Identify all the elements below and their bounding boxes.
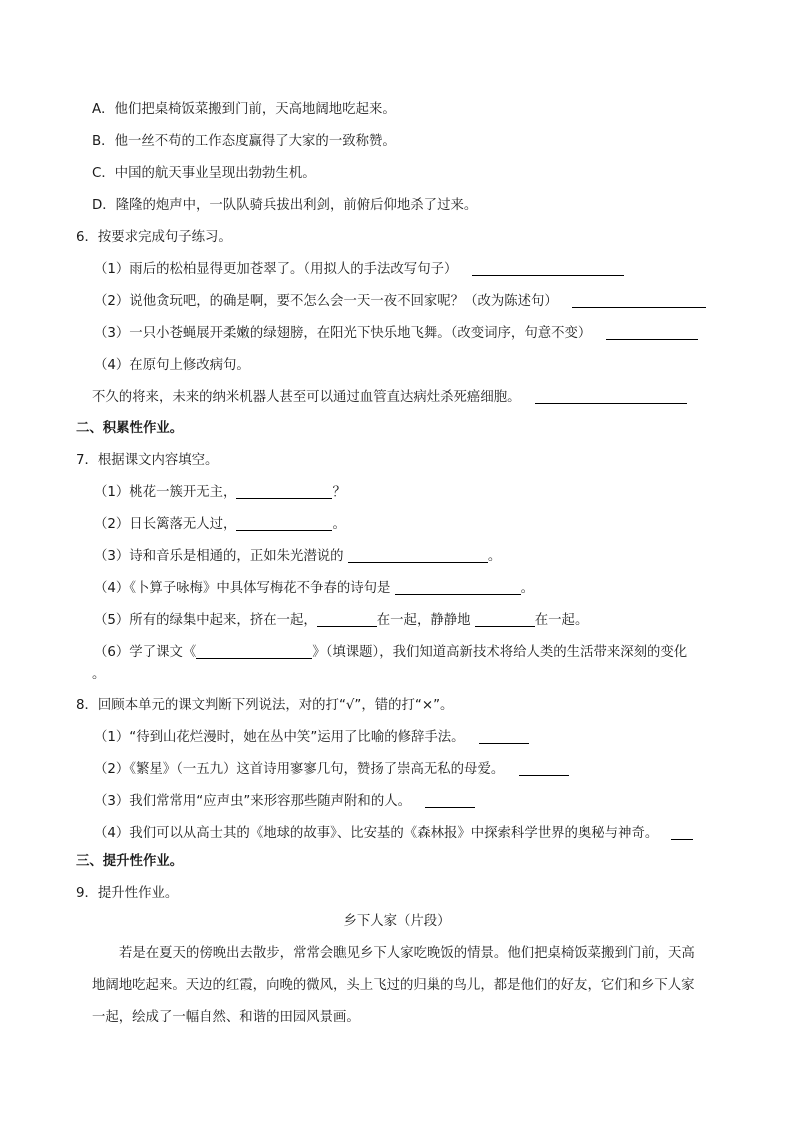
answer-blank[interactable] xyxy=(475,612,535,627)
q6-item-4: （4）在原句上修改病句。 xyxy=(94,358,250,373)
q6-item-1 xyxy=(94,261,624,279)
q6-item-1-text: （1）雨后的松柏显得更加苍翠了。（用拟人的手法改写句子） xyxy=(94,262,458,277)
q6-item-2-text: （2）说他贪玩吧，的确是啊，要不怎么会一天一夜不回家呢？（改为陈述句） xyxy=(94,294,558,309)
q7-item-4-text: （4）《卜算子咏梅》中具体写梅花不争春的诗句是 xyxy=(94,581,395,596)
q7-item-1-end: ？ xyxy=(332,485,346,500)
q9-title: 9．提升性作业。 xyxy=(76,886,179,901)
answer-blank[interactable] xyxy=(236,484,332,499)
answer-blank[interactable] xyxy=(535,389,687,404)
q6-item-3 xyxy=(94,325,698,343)
q7-item-5-mid: 在一起，静静地 xyxy=(376,613,475,628)
q7-item-3-end: 。 xyxy=(487,549,502,564)
option-d: D．隆隆的炮声中，一队队骑兵拔出利剑，前俯后仰地杀了过来。 xyxy=(92,198,478,213)
q7-item-3-text: （3）诗和音乐是相通的，正如朱光潜说的 xyxy=(94,549,348,564)
option-a: A．他们把桌椅饭菜搬到门前，天高地阔地吃起来。 xyxy=(92,102,396,117)
q8-item-1-text: （1）“待到山花烂漫时，她在丛中笑”运用了比喻的修辞手法。 xyxy=(94,730,465,745)
answer-blank[interactable] xyxy=(479,729,529,744)
q8-item-2 xyxy=(94,761,569,779)
answer-blank[interactable] xyxy=(196,644,312,659)
section-2-heading: 二、积累性作业。 xyxy=(76,421,184,436)
q7-item-1-text: （1）桃花一簇开无主， xyxy=(94,485,237,500)
q7-item-1 xyxy=(94,484,346,502)
q7-item-2-end: 。 xyxy=(332,517,346,532)
answer-blank[interactable] xyxy=(519,761,569,776)
answer-blank[interactable] xyxy=(606,325,698,340)
answer-blank[interactable] xyxy=(395,580,521,595)
section-3-heading: 三、提升性作业。 xyxy=(76,854,184,869)
passage-line: 地阔地吃起来。天边的红霞，向晚的微风，头上飞过的归巢的鸟儿，都是他们的好友，它们和乡下人家 xyxy=(92,978,695,993)
q8-item-3 xyxy=(94,793,475,811)
q8-title: 8．回顾本单元的课文判断下列说法，对的打“√”，错的打“×”。 xyxy=(76,698,454,713)
q6-item-3-text: （3）一只小苍蝇展开柔嫩的绿翅膀，在阳光下快乐地飞舞。（改变词序，句意不变） xyxy=(94,326,592,341)
q7-item-5-end: 在一起。 xyxy=(534,613,589,628)
q7-item-2 xyxy=(94,516,346,534)
q6-item-4-sentence-text: 不久的将来，未来的纳米机器人甚至可以通过血管直达病灶杀死癌细胞。 xyxy=(92,390,521,405)
q8-item-4 xyxy=(94,825,693,843)
answer-blank[interactable] xyxy=(472,261,624,276)
q7-item-2-text: （2）日长篱落无人过， xyxy=(94,517,237,532)
q8-item-2-text: （2）《繁星》（一五九）这首诗用寥寥几句，赞扬了崇高无私的母爱。 xyxy=(94,762,505,777)
q7-item-4-end: 。 xyxy=(520,581,535,596)
q6-title: 6．按要求完成句子练习。 xyxy=(76,230,232,245)
option-c: C．中国的航天事业呈现出勃勃生机。 xyxy=(92,166,316,181)
passage-title: 乡下人家（片段） xyxy=(343,914,451,929)
q7-item-4 xyxy=(94,580,534,598)
q7-item-5 xyxy=(94,612,588,630)
q8-item-1 xyxy=(94,729,529,747)
q7-item-6 xyxy=(94,644,687,662)
answer-blank[interactable] xyxy=(425,793,475,808)
passage-line: 若是在夏天的傍晚出去散步，常常会瞧见乡下人家吃晚饭的情景。他们把桌椅饭菜搬到门前，天高 xyxy=(119,946,695,961)
q7-item-6-text: （6）学了课文《 xyxy=(94,645,197,660)
q7-item-5-text: （5）所有的绿集中起来，挤在一起， xyxy=(94,613,317,628)
q7-item-6-end: 》（填课题），我们知道高新技术将给人类的生活带来深刻的变化 xyxy=(312,645,688,660)
answer-blank[interactable] xyxy=(671,825,693,840)
passage-line: 一起，绘成了一幅自然、和谐的田园风景画。 xyxy=(92,1010,360,1025)
answer-blank[interactable] xyxy=(572,293,706,308)
answer-blank[interactable] xyxy=(348,548,488,563)
answer-blank[interactable] xyxy=(236,516,332,531)
option-b: B．他一丝不苟的工作态度赢得了大家的一致称赞。 xyxy=(92,134,396,149)
q6-item-4-sentence xyxy=(92,389,687,407)
q8-item-3-text: （3）我们常常用“应声虫”来形容那些随声附和的人。 xyxy=(94,794,411,809)
answer-blank[interactable] xyxy=(317,612,377,627)
q7-item-3 xyxy=(94,548,501,566)
q7-item-6-period: 。 xyxy=(92,667,106,682)
q8-item-4-text: （4）我们可以从高士其的《地球的故事》、比安基的《森林报》中探索科学世界的奥秘与神奇。 xyxy=(94,826,659,841)
q6-item-2 xyxy=(94,293,706,311)
q7-title: 7．根据课文内容填空。 xyxy=(76,453,219,468)
